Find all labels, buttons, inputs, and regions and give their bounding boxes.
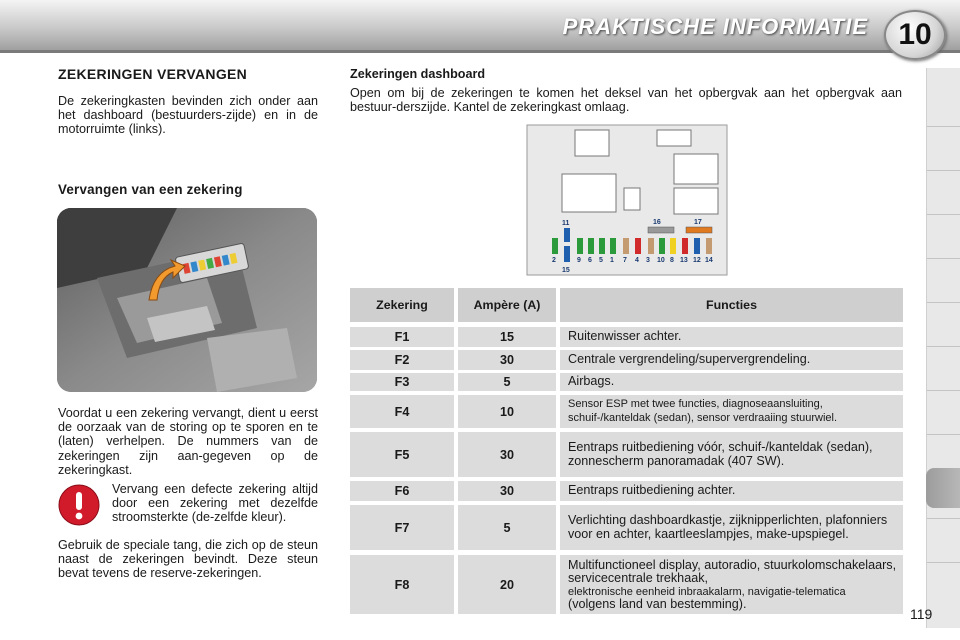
table-cell-function: Airbags. [560, 373, 903, 391]
fuse-label: 12 [693, 257, 701, 264]
exclamation-icon [58, 484, 100, 526]
chapter-tab-active [926, 468, 960, 508]
table-cell-amp: 30 [458, 481, 556, 501]
table-cell-amp: 10 [458, 395, 556, 428]
chapter-title: PRAKTISCHE INFORMATIE [562, 14, 868, 39]
fuse-label: 2 [552, 257, 556, 264]
table-cell-function: Eentraps ruitbediening achter. [560, 481, 903, 501]
table-cell-function [560, 555, 903, 614]
function-text: Multifunctioneel display, autoradio, stuurkolomschakelaars, servicecentrale trekhaak, [568, 558, 897, 586]
dashboard-fuses-heading: Zekeringen dashboard [350, 67, 486, 81]
chapter-number: 10 [898, 18, 932, 51]
table-cell-fuse: F8 [350, 555, 454, 614]
table-cell-fuse: F7 [350, 505, 454, 550]
function-text-small: elektronische eenheid inbraakalarm, navigatie-telematica [568, 585, 846, 598]
fuse-label: 17 [694, 219, 702, 226]
fuse-label: 8 [670, 257, 674, 264]
table-cell-function: Verlichting dashboardkastje, zijknipperlichten, plafonniers voor en achter, kaartleeslampjes, make-upspiegel. [560, 505, 903, 550]
chapter-tab-strip [926, 68, 960, 628]
header-rule [0, 50, 960, 53]
table-cell-fuse: F6 [350, 481, 454, 501]
function-text: (volgens land van bestemming). [568, 597, 747, 612]
table-cell-fuse: F2 [350, 350, 454, 370]
table-cell-amp: 5 [458, 373, 556, 391]
fuse-label: 10 [657, 257, 665, 264]
dashboard-fuses-intro: Open om bij de zekeringen te komen het deksel van het opbergvak aan het opbergvak aan bestuur-derszijde. Kantel de zekeringkast omlaag. [350, 86, 902, 115]
fuse-label: 3 [646, 257, 650, 264]
fuse-label: 6 [588, 257, 592, 264]
table-cell-fuse: F1 [350, 327, 454, 347]
table-cell-function: Eentraps ruitbediening vóór, schuif-/kanteldak (sedan), zonnescherm panoramadak (407 SW). [560, 432, 903, 477]
table-cell-amp: 15 [458, 327, 556, 347]
table-cell-amp: 20 [458, 555, 556, 614]
table-cell-amp: 30 [458, 432, 556, 477]
before-replacing-paragraph: Voordat u een zekering vervangt, dient u eerst de oorzaak van de storing op te sporen en te (laten) verhelpen. De nummers van de zekeringen zijn aan-gegeven op de zekeringkast. [58, 406, 318, 477]
table-cell-function: Ruitenwisser achter. [560, 327, 903, 347]
fuse-label: 5 [599, 257, 603, 264]
fuse-label: 1 [610, 257, 614, 264]
table-cell-fuse: F5 [350, 432, 454, 477]
warning-paragraph: Vervang een defecte zekering altijd door een zekering met dezelfde stroomsterkte (de-zelfde kleur). [112, 482, 318, 525]
table-cell-fuse: F3 [350, 373, 454, 391]
page-number: 119 [910, 606, 933, 622]
tool-paragraph: Gebruik de speciale tang, die zich op de steun naast de zekeringen bevindt. Deze steun bevat tevens de reserve-zekeringen. [58, 538, 318, 581]
fusebox-diagram [526, 124, 728, 276]
section-title: ZEKERINGEN VERVANGEN [58, 66, 248, 82]
chapter-number-badge [884, 10, 946, 60]
table-cell-function: Centrale vergrendeling/supervergrendeling. [560, 350, 903, 370]
fuse-label: 9 [577, 257, 581, 264]
table-cell-function: Sensor ESP met twee functies, diagnoseaansluiting, schuif-/kanteldak (sedan), sensor verdraaiing stuurwiel. [560, 395, 903, 428]
header-fuse: Zekering [350, 288, 454, 322]
replace-fuse-heading: Vervangen van een zekering [58, 182, 243, 197]
fuse-label: 7 [623, 257, 627, 264]
fuse-label: 15 [562, 267, 570, 274]
fusebox-location-photo [57, 208, 317, 392]
intro-paragraph: De zekeringkasten bevinden zich onder aan het dashboard (bestuurders-zijde) en in de motorruimte (links). [58, 94, 318, 137]
fuse-label: 16 [653, 219, 661, 226]
header-amp: Ampère (A) [458, 288, 556, 322]
table-cell-fuse: F4 [350, 395, 454, 428]
fuse-label: 14 [705, 257, 713, 264]
header-functions: Functies [560, 288, 903, 322]
table-cell-amp: 30 [458, 350, 556, 370]
fuse-label: 4 [635, 257, 639, 264]
table-cell-amp: 5 [458, 505, 556, 550]
fuse-label: 11 [562, 220, 570, 227]
fuse-label: 13 [680, 257, 688, 264]
